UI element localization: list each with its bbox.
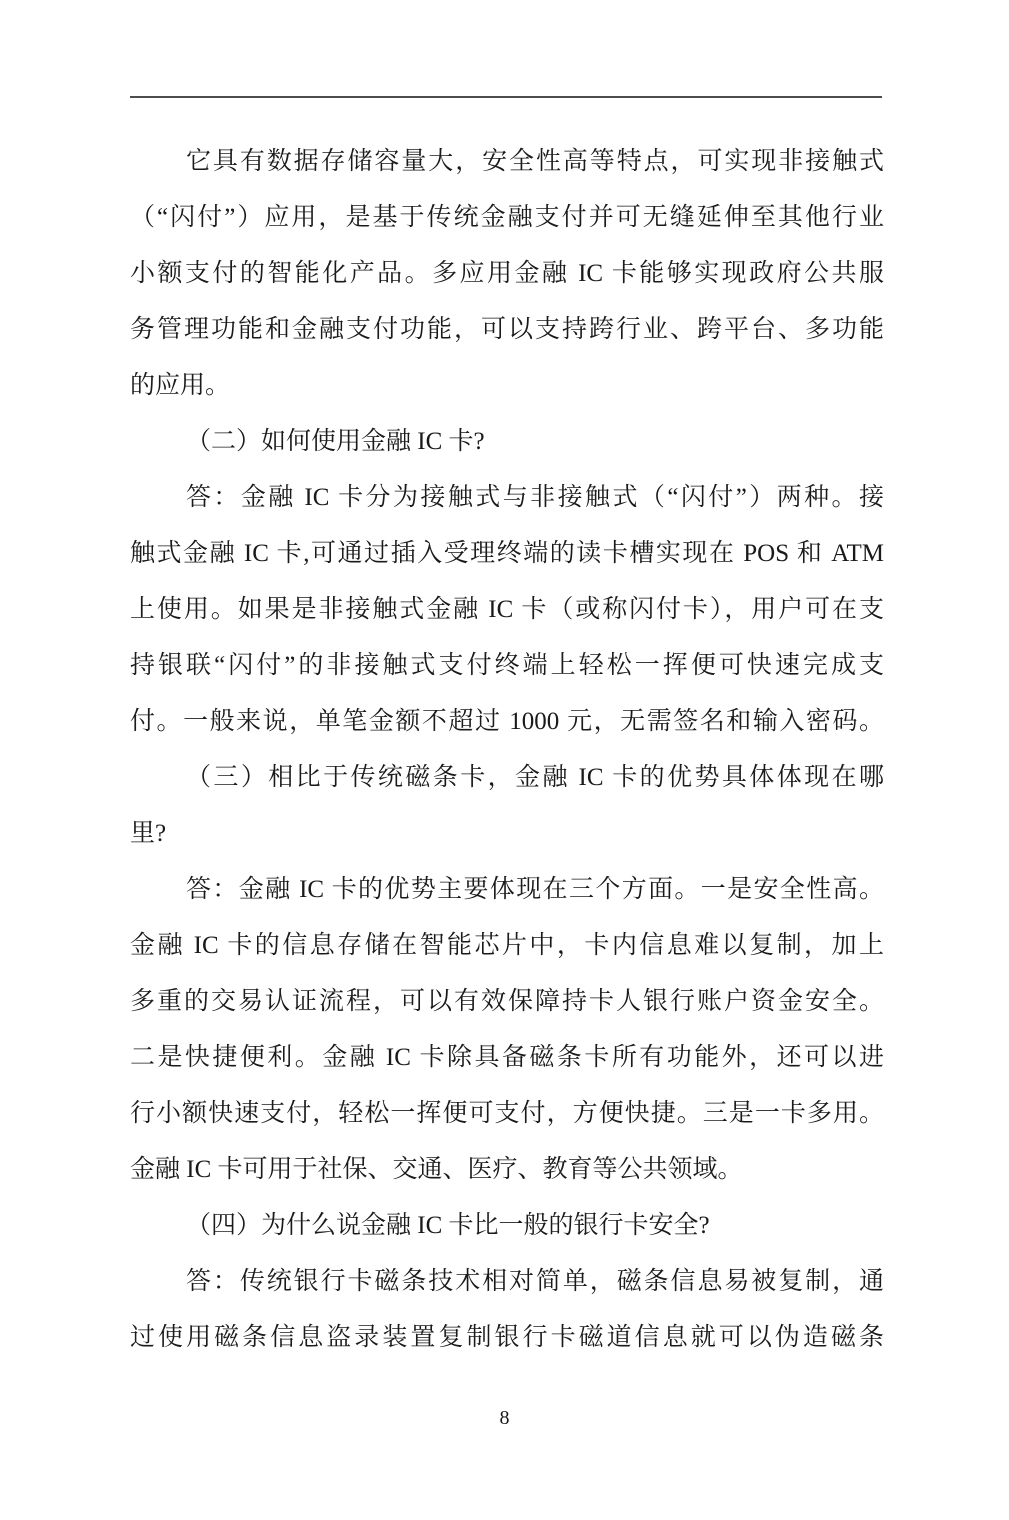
- text-line: 付。一般来说，单笔金额不超过 1000 元，无需签名和输入密码。: [130, 708, 884, 735]
- page-number: 8: [499, 1407, 510, 1429]
- body-text: [130, 134, 884, 1366]
- page-footer: [0, 1404, 1009, 1432]
- text-line: 触式金融 IC 卡,可通过插入受理终端的读卡槽实现在 POS 和 ATM: [130, 540, 884, 567]
- text-line: 金融 IC 卡的信息存储在智能芯片中，卡内信息难以复制，加上: [130, 932, 884, 959]
- text-line: （三）相比于传统磁条卡，金融 IC 卡的优势具体体现在哪: [186, 764, 884, 791]
- text-line: 答：金融 IC 卡分为接触式与非接触式（“闪付”）两种。接: [186, 484, 884, 511]
- text-line: 过使用磁条信息盗录装置复制银行卡磁道信息就可以伪造磁条: [130, 1324, 884, 1351]
- text-line: 务管理功能和金融支付功能，可以支持跨行业、跨平台、多功能: [130, 316, 884, 343]
- text-line: 它具有数据存储容量大，安全性高等特点，可实现非接触式: [186, 148, 884, 175]
- text-line: 小额支付的智能化产品。多应用金融 IC 卡能够实现政府公共服: [130, 260, 884, 287]
- text-line: （“闪付”）应用，是基于传统金融支付并可无缝延伸至其他行业: [130, 204, 884, 231]
- text-line: 的应用。: [130, 372, 231, 399]
- text-line: 上使用。如果是非接触式金融 IC 卡（或称闪付卡），用户可在支: [130, 596, 884, 623]
- text-line: 答：金融 IC 卡的优势主要体现在三个方面。一是安全性高。: [186, 876, 884, 903]
- text-line: 多重的交易认证流程，可以有效保障持卡人银行账户资金安全。: [130, 988, 884, 1015]
- header-rule-divider: [130, 96, 882, 98]
- text-line: 里?: [130, 820, 167, 847]
- text-line: （二）如何使用金融 IC 卡?: [186, 428, 485, 455]
- text-line: 持银联“闪付”的非接触式支付终端上轻松一挥便可快速完成支: [130, 652, 884, 679]
- text-line: 行小额快速支付，轻松一挥便可支付，方便快捷。三是一卡多用。: [130, 1100, 884, 1127]
- text-line: 二是快捷便利。金融 IC 卡除具备磁条卡所有功能外，还可以进: [130, 1044, 884, 1071]
- text-line: 金融 IC 卡可用于社保、交通、医疗、教育等公共领域。: [130, 1156, 743, 1183]
- text-line: （四）为什么说金融 IC 卡比一般的银行卡安全?: [186, 1212, 710, 1239]
- text-line: 答：传统银行卡磁条技术相对简单，磁条信息易被复制，通: [186, 1268, 884, 1295]
